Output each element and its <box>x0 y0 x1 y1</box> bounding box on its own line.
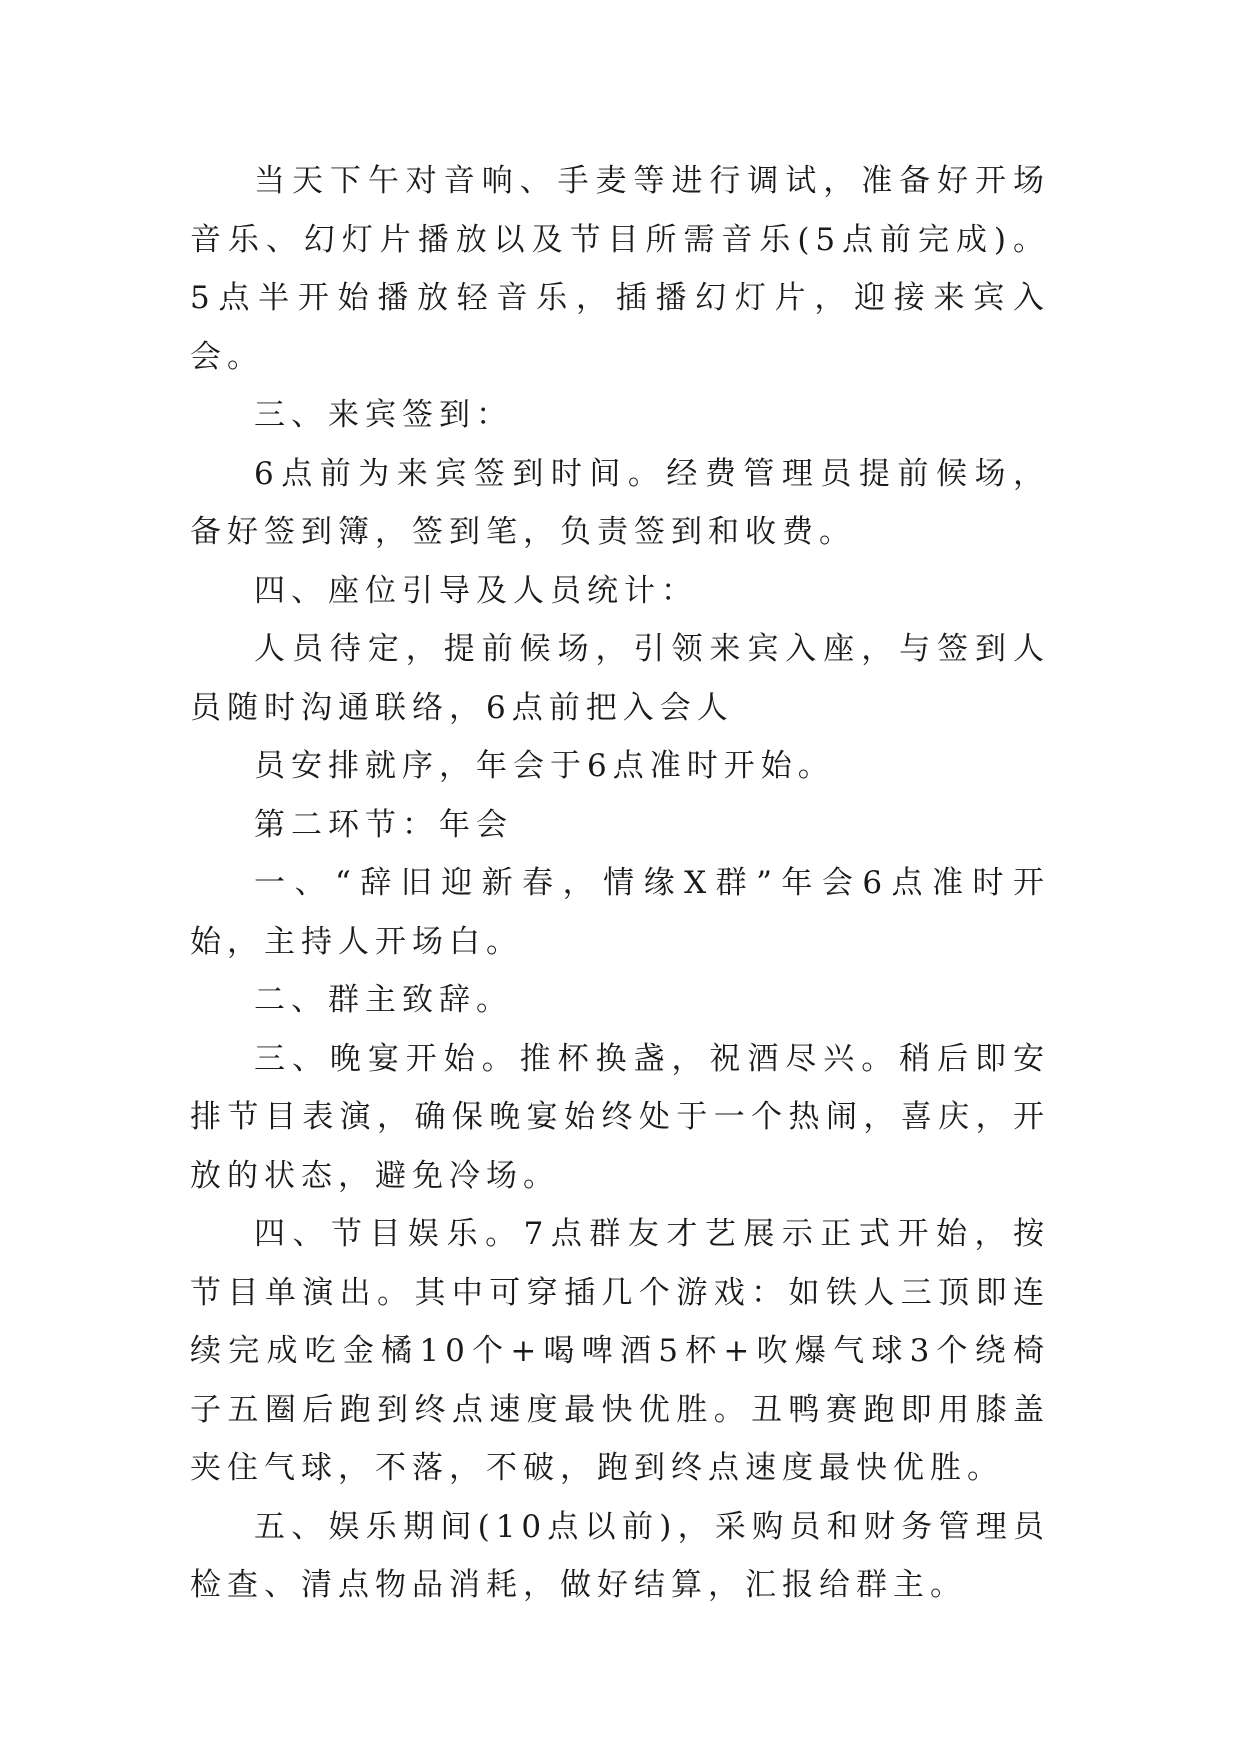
document-body <box>190 152 1050 1615</box>
paragraph-sound-check: 当天下午对音响、手麦等进行调试，准备好开场音乐、幻灯片播放以及节目所需音乐(5点前完成)。5点半开始播放轻音乐，插播幻灯片，迎接来宾入会。 <box>190 163 1050 375</box>
paragraph-banquet: 三、晚宴开始。推杯换盏，祝酒尽兴。稍后即安排节目表演，确保晚宴始终处于一个热闹，喜庆，开放的状态，避免冷场。 <box>190 1040 1050 1194</box>
paragraph-host-speech: 二、群主致辞。 <box>254 982 513 1018</box>
heading-second-section: 第二环节：年会 <box>254 806 513 843</box>
paragraph-signin-time: 6点前为来宾签到时间。经费管理员提前候场，备好签到簿，签到笔，负责签到和收费。 <box>190 455 1050 550</box>
paragraph-settlement: 五、娱乐期间(10点以前)，采购员和财务管理员检查、清点物品消耗，做好结算，汇报给群主。 <box>190 1508 1050 1603</box>
paragraph-seating-start: 员安排就序，年会于6点准时开始。 <box>254 748 835 784</box>
paragraph-seating-staff: 人员待定，提前候场，引领来宾入座，与签到人员随时沟通联络，6点前把入会人 <box>190 631 1050 726</box>
heading-guest-signin: 三、来宾签到： <box>254 397 513 433</box>
heading-seating-guidance: 四、座位引导及人员统计： <box>254 572 698 609</box>
paragraph-entertainment: 四、节目娱乐。7点群友才艺展示正式开始，按节目单演出。其中可穿插几个游戏：如铁人三顶即连续完成吃金橘10个+喝啤酒5杯+吹爆气球3个绕椅子五圈后跑到终点速度最快优胜。丑鸭赛跑即用膝盖夹住气球，不落，不破，跑到终点速度最快优胜。 <box>190 1216 1050 1486</box>
paragraph-opening: 一、“辞旧迎新春，情缘X群”年会6点准时开始，主持人开场白。 <box>190 865 1050 960</box>
